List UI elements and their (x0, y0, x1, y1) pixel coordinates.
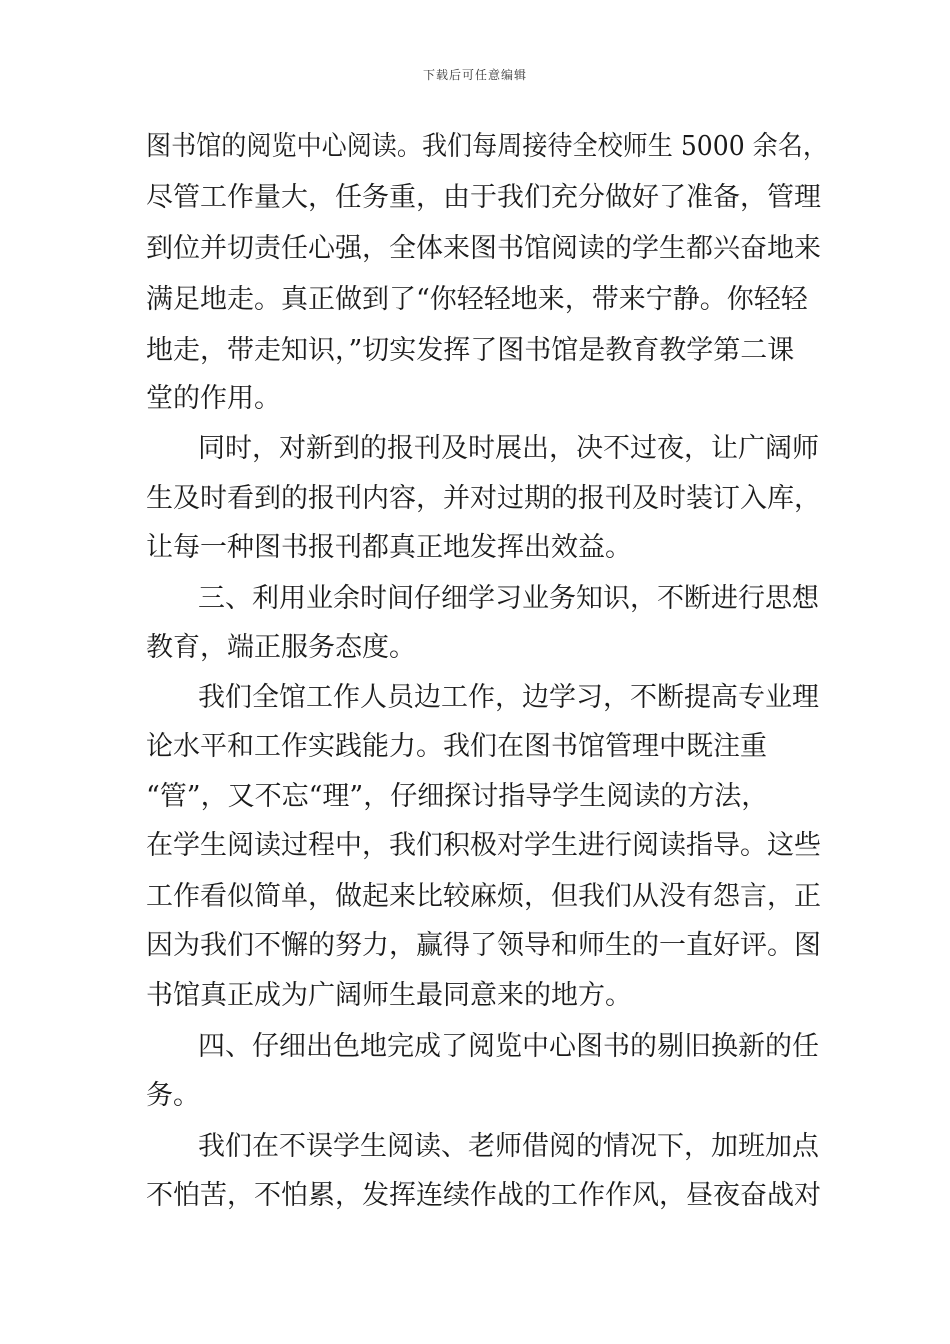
body-line: 教育，端正服务态度。 (146, 632, 416, 663)
body-line: 四、仔细出色地完成了阅览中心图书的剔旧换新的任 (198, 1031, 819, 1062)
body-line: 尽管工作量大，任务重，由于我们充分做好了准备，管理 (146, 182, 821, 213)
body-line: 同时，对新到的报刊及时展出，决不过夜，让广阔师 (198, 433, 819, 464)
body-line: 让每一种图书报刊都真正地发挥出效益。 (146, 532, 632, 563)
body-line: 我们全馆工作人员边工作，边学习，不断提高专业理 (198, 682, 819, 713)
body-line: 到位并切责任心强，全体来图书馆阅读的学生都兴奋地来 (146, 233, 821, 264)
body-line: 满足地走。真正做到了“你轻轻地来，带来宁静。你轻轻 (146, 284, 808, 315)
body-line: “管”，又不忘“理”，仔细探讨指导学生阅读的方法， (146, 781, 769, 812)
body-line: 不怕苦，不怕累，发挥连续作战的工作作风，昼夜奋战对 (146, 1180, 821, 1211)
body-line: 生及时看到的报刊内容，并对过期的报刊及时装订入库， (146, 483, 821, 514)
page-header: 下载后可任意编辑 (422, 68, 527, 82)
body-line: 在学生阅读过程中，我们积极对学生进行阅读指导。这些 (146, 830, 821, 861)
body-line: 论水平和工作实践能力。我们在图书馆管理中既注重 (146, 731, 767, 762)
body-line: 地走，带走知识，”切实发挥了图书馆是教育教学第二课 (146, 335, 795, 366)
body-line: 三、利用业余时间仔细学习业务知识，不断进行思想 (198, 583, 819, 614)
body-line: 堂的作用。 (146, 383, 281, 414)
body-line: 务。 (146, 1080, 200, 1111)
body-line: 工作看似简单，做起来比较麻烦，但我们从没有怨言，正 (146, 881, 821, 912)
body-line: 我们在不误学生阅读、老师借阅的情况下，加班加点 (198, 1131, 819, 1162)
body-line: 图书馆的阅览中心阅读。我们每周接待全校师生 5000 余名， (146, 131, 828, 162)
body-line: 因为我们不懈的努力，赢得了领导和师生的一直好评。图 (146, 930, 821, 961)
body-line: 书馆真正成为广阔师生最同意来的地方。 (146, 980, 632, 1011)
